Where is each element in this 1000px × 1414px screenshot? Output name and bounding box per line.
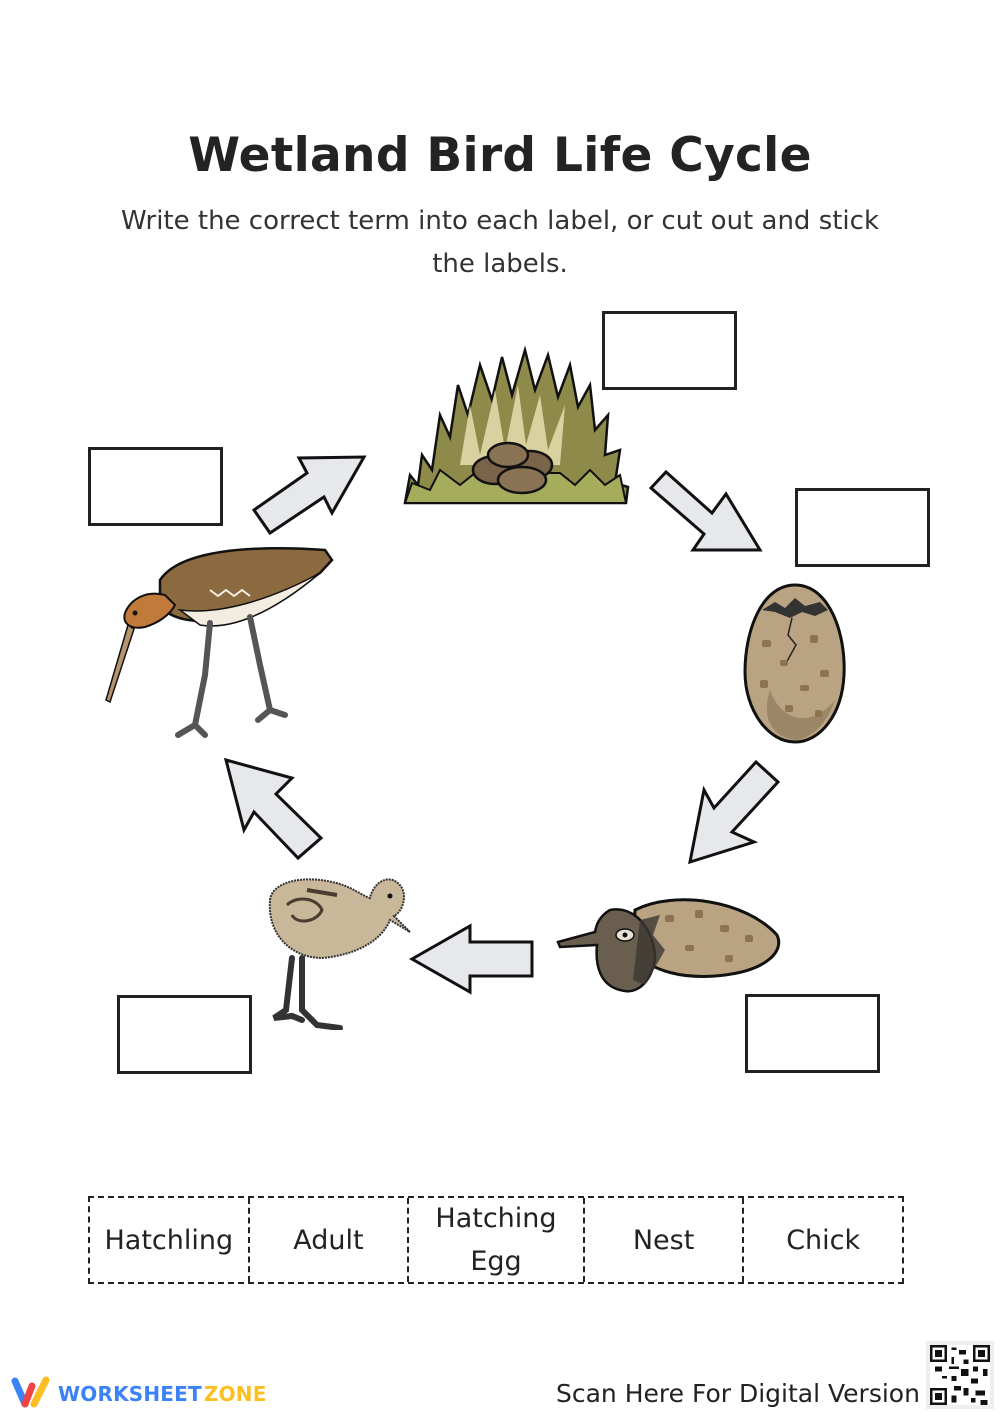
cutout-label-adult[interactable]: Adult [250,1198,410,1282]
cutout-label-hatchling[interactable]: Hatchling [90,1198,250,1282]
logo-text-worksheet: WORKSHEET [58,1382,202,1406]
fluffy-chick-illustration [262,870,412,1034]
cutout-label-chick[interactable]: Chick [786,1224,861,1256]
label-box-hatching[interactable] [745,994,880,1073]
label-box-adult[interactable] [88,447,223,526]
arrow-down-left-icon [688,760,780,865]
cutout-label-nest[interactable]: Nest [585,1198,745,1282]
cracking-egg-illustration [740,580,850,749]
arrow-left-icon [410,924,535,994]
arrow-down-right-icon [648,470,763,552]
hatchling-emerging-from-egg-illustration [555,890,785,1004]
arrow-up-left-icon [224,758,324,858]
logo-text-zone: ZONE [203,1382,267,1406]
logo-w-icon [10,1376,52,1412]
qr-code-icon[interactable] [926,1341,994,1409]
scan-instruction: Scan Here For Digital Version [556,1379,920,1408]
cutout-label-hatching-egg[interactable]: Hatching Egg [409,1198,585,1282]
label-box-chick[interactable] [117,995,252,1074]
worksheetzone-logo[interactable] [10,1376,267,1412]
arrow-up-right-icon [252,455,367,535]
label-box-egg[interactable] [795,488,930,567]
worksheet-title: Wetland Bird Life Cycle [188,128,812,183]
cutout-labels-strip [88,1196,904,1284]
nest-with-eggs-illustration [400,345,632,511]
adult-godwit-illustration [100,545,335,749]
instructions: Write the correct term into each label, or cut out and stick the labels. [120,206,880,279]
